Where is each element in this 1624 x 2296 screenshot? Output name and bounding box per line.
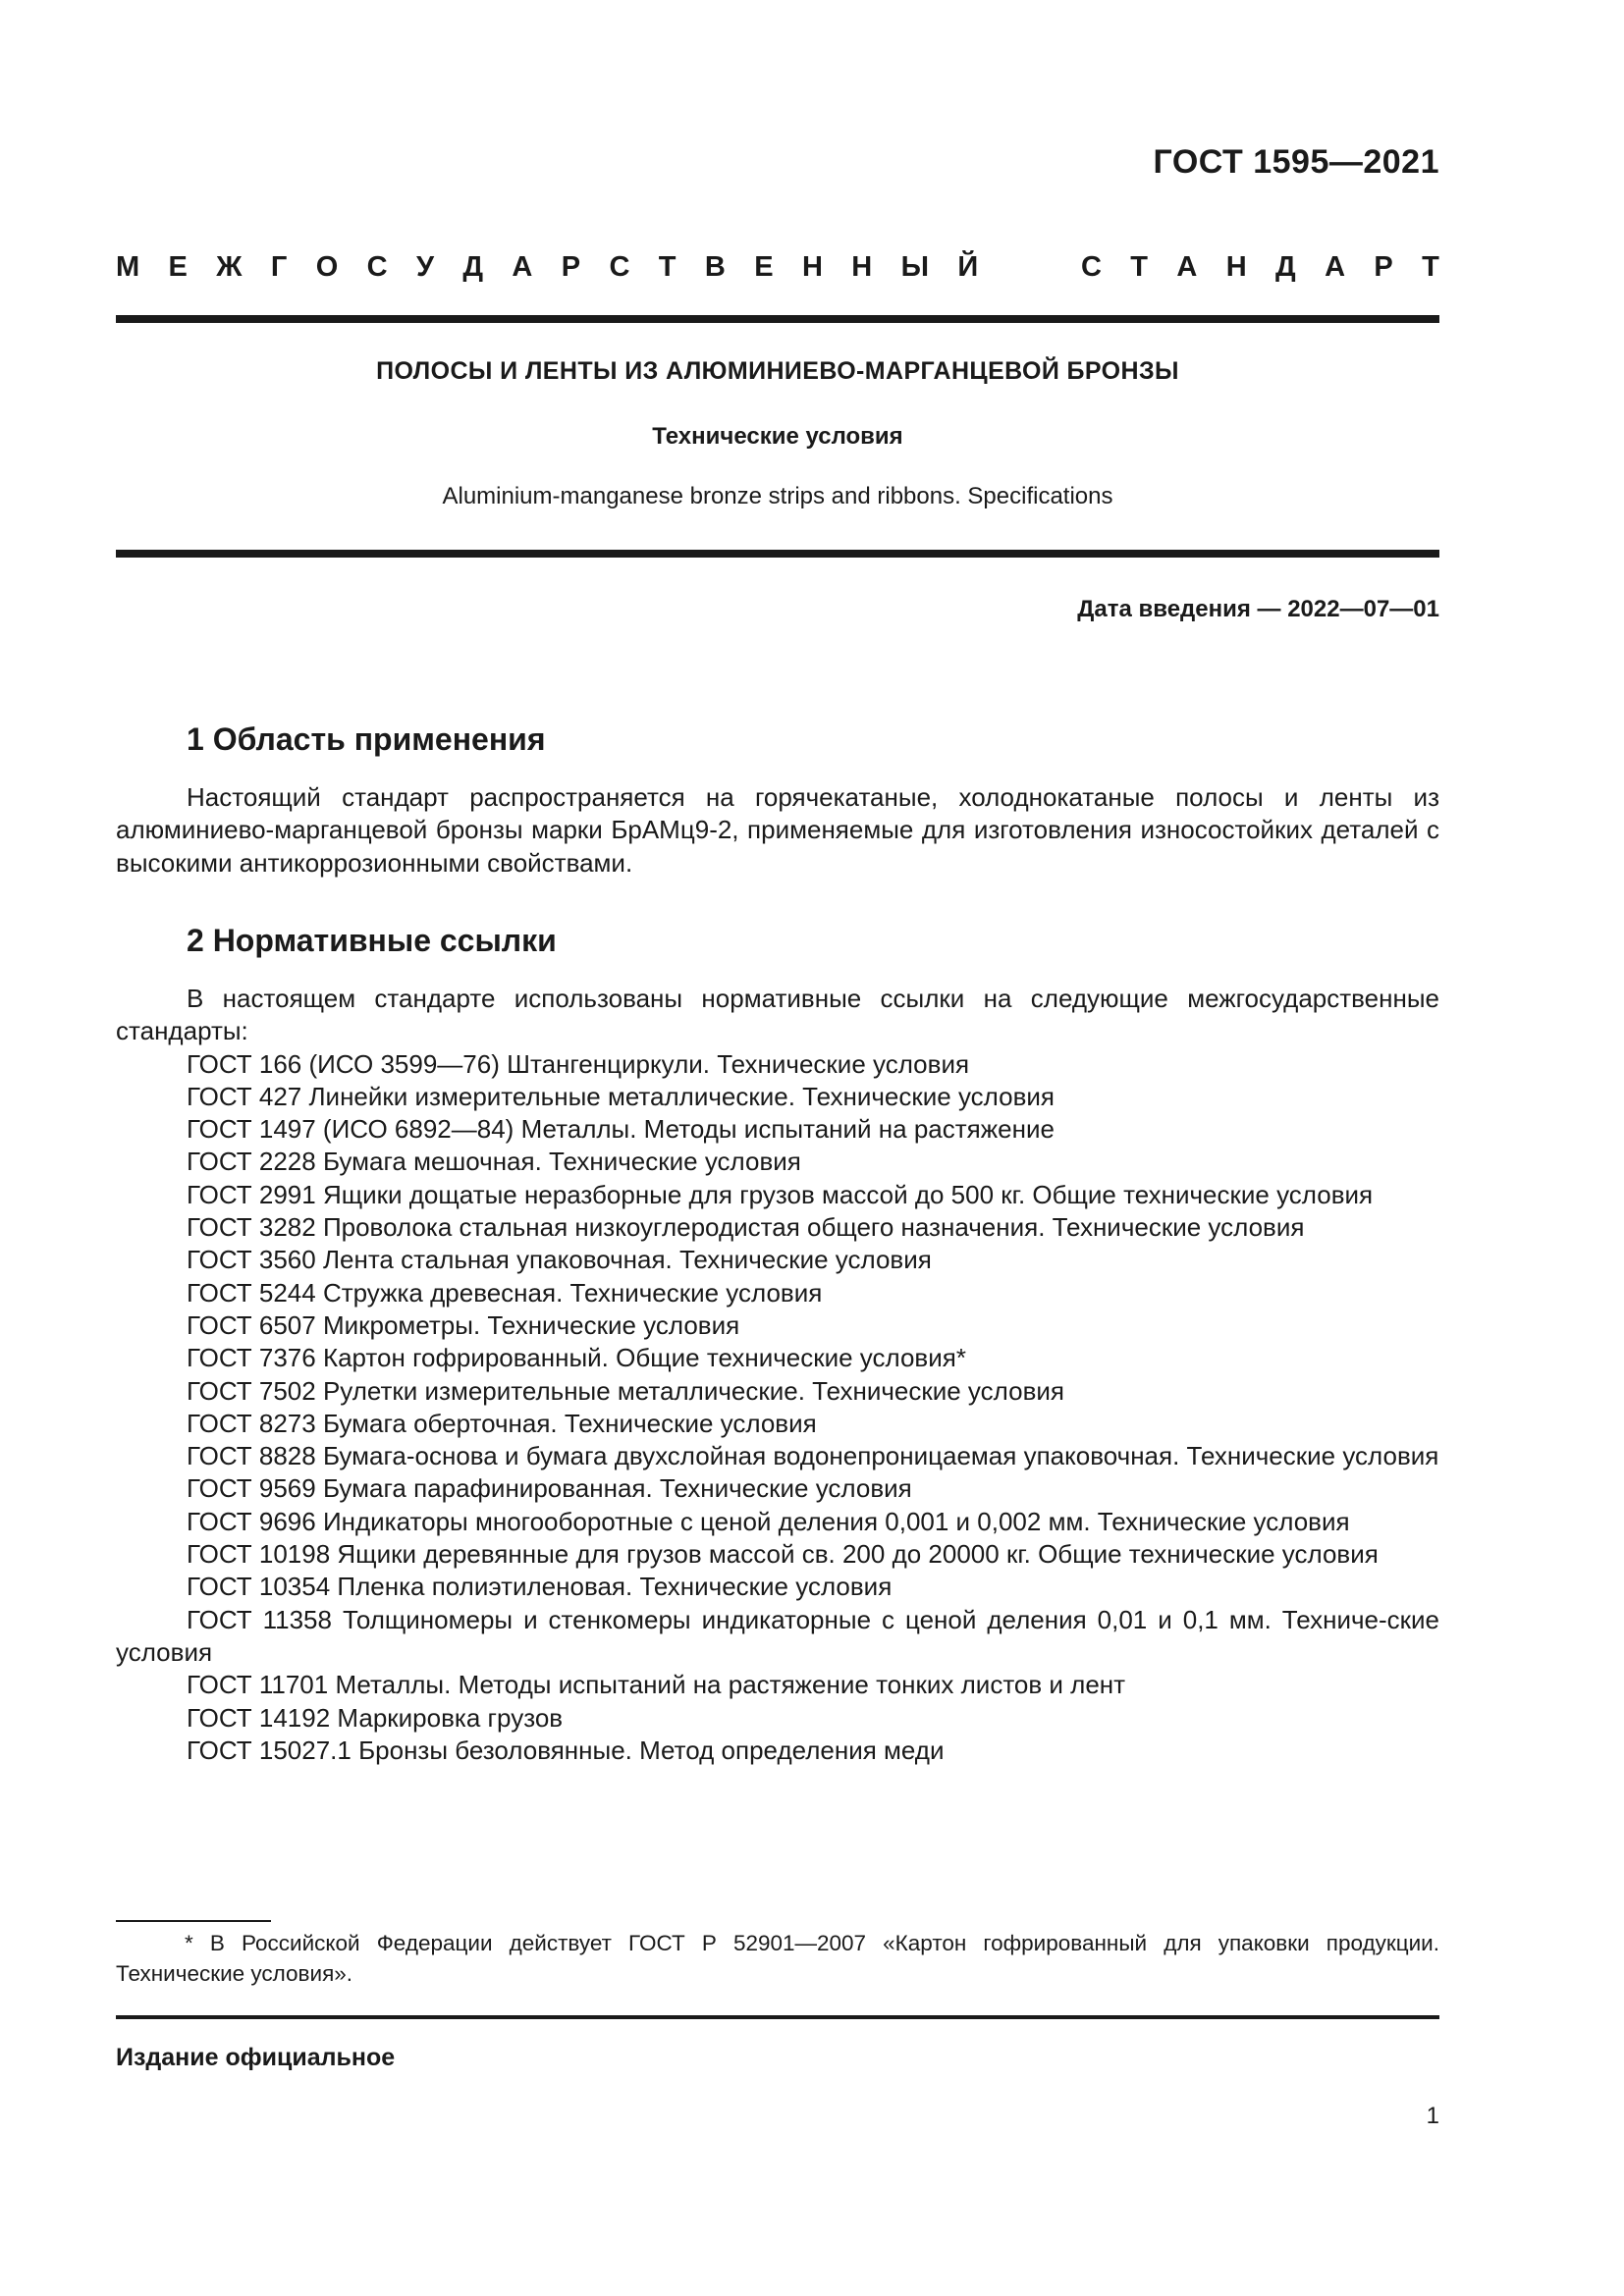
reference-code: ГОСТ 6507 [187,1309,316,1340]
reference-title: Бумага оберточная. Технические условия [322,1408,817,1438]
reference-item [116,1604,1439,1670]
banner-letter: Г [270,251,288,283]
page-number: 1 [1426,2103,1439,2129]
reference-code: ГОСТ 7376 [187,1343,316,1373]
reference-code: ГОСТ 7502 [187,1375,316,1406]
footnote: * В Российской Федерации действует ГОСТ Р 52901—2007 «Картон гофрированный для упаковки продукции. Технические условия». [116,1931,1439,1986]
banner-letter: С [366,251,388,283]
reference-item [116,1342,1439,1374]
banner-letter: О [315,251,339,283]
document-number: ГОСТ 1595—2021 [1153,143,1439,181]
top-rule [116,315,1439,323]
banner-letter: Р [561,251,581,283]
reference-title: Ящики дощатые неразборные для грузов массой до 500 кг. Общие технические условия [322,1179,1374,1209]
bottom-rule [116,2015,1439,2019]
reference-item [116,1113,1439,1146]
reference-code: ГОСТ 8273 [187,1408,316,1438]
banner-letter: А [512,251,533,283]
reference-title: Маркировка грузов [337,1702,564,1733]
banner-letter: С [1080,251,1102,283]
reference-item [116,1179,1439,1211]
reference-title: Стружка древесная. Технические условия [322,1277,823,1308]
reference-item [116,1538,1439,1571]
reference-title: Металлы. Методы испытаний на растяжение [520,1114,1055,1145]
reference-item [116,1211,1439,1244]
reference-title: Ящики деревянные для грузов массой св. 200 до 20000 кг. Общие технические условия [337,1539,1379,1570]
banner-letter: Е [754,251,774,283]
banner-letter: Т [1130,251,1149,283]
reference-title: Бумага парафинированная. Технические условия [322,1473,912,1504]
document-title: ПОЛОСЫ И ЛЕНТЫ ИЗ АЛЮМИНИЕВО-МАРГАНЦЕВОЙ БРОНЗЫ [376,357,1179,385]
banner-letter: Н [1225,251,1247,283]
section-2-heading: 2 Нормативные ссылки [187,923,557,958]
reference-code: ГОСТ 9696 [187,1506,316,1536]
reference-title: Проволока стальная низкоуглеродистая общего назначения. Технические условия [322,1212,1305,1243]
reference-title: Пленка полиэтиленовая. Технические условия [337,1572,893,1602]
reference-code: ГОСТ 2991 [187,1179,316,1209]
reference-item [116,1048,1439,1081]
reference-item [116,1702,1439,1735]
reference-item [116,1244,1439,1276]
reference-title: Толщиномеры и стенкомеры индикаторные с ценой деления 0,01 и 0,1 мм. Техниче-ские условия [116,1604,1440,1667]
reference-item [116,1277,1439,1309]
reference-title: Микрометры. Технические условия [322,1309,740,1340]
reference-code: ГОСТ 15027.1 [187,1735,352,1765]
reference-title: Бронзы безоловянные. Метод определения меди [358,1735,945,1765]
reference-code: ГОСТ 3560 [187,1245,316,1275]
reference-code: ГОСТ 11358 [187,1604,332,1634]
banner-letter: Т [1422,251,1439,283]
english-title: Aluminium-manganese bronze strips and ribbons. Specifications [442,483,1113,509]
reference-title: Металлы. Методы испытаний на растяжение тонких листов и лент [335,1670,1126,1700]
banner-letter: Е [168,251,188,283]
reference-title: Лента стальная упаковочная. Технические условия [322,1245,932,1275]
reference-item [116,1375,1439,1408]
reference-item [116,1506,1439,1538]
reference-item [116,1440,1439,1472]
reference-code: ГОСТ 11701 [187,1670,329,1700]
title-rule [116,550,1439,558]
banner-letter: М [116,251,140,283]
banner-letter: В [704,251,726,283]
banner-letter: Н [851,251,873,283]
reference-code: ГОСТ 2228 [187,1147,316,1177]
introduction-date: Дата введения — 2022—07—01 [1077,596,1439,622]
section-2-intro: В настоящем стандарте использованы нормативные ссылки на следующие межгосударственные стандарты: [116,984,1439,1046]
banner-letter: Н [801,251,823,283]
reference-title: Штангенциркули. Технические условия [507,1048,970,1079]
banner-letter: Й [957,251,979,283]
interstate-standard-banner [116,251,1439,284]
banner-letter: А [1325,251,1346,283]
banner-gap [1007,251,1053,284]
banner-letter: С [609,251,630,283]
reference-title: Линейки измерительные металлические. Технические условия [308,1081,1056,1111]
reference-title: Индикаторы многооборотные с ценой деления 0,001 и 0,002 мм. Технические условия [322,1506,1350,1536]
reference-code: ГОСТ 5244 [187,1277,316,1308]
reference-item [116,1472,1439,1505]
banner-letter: Р [1374,251,1393,283]
reference-item [116,1146,1439,1178]
reference-code: ГОСТ 427 [187,1081,302,1111]
section-1-heading: 1 Область применения [187,721,546,757]
reference-title: Бумага мешочная. Технические условия [322,1147,801,1177]
reference-code: ГОСТ 14192 [187,1702,331,1733]
reference-code: ГОСТ 1497 (ИСО 6892—84) [187,1114,514,1145]
banner-letter: Д [462,251,484,283]
reference-title: Рулетки измерительные металлические. Технические условия [322,1375,1064,1406]
section-1-paragraph: Настоящий стандарт распространяется на горячекатаные, холоднокатаные полосы и ленты из алюминиево-марганцевой бронзы марки БрАМц9-2, применяемые для изготовления износостойких деталей с высокими антикоррозионными свойствами. [116,782,1439,878]
reference-code: ГОСТ 3282 [187,1212,316,1243]
reference-item [116,1309,1439,1342]
banner-letter: А [1176,251,1198,283]
reference-code: ГОСТ 10198 [187,1539,331,1570]
footnote-rule [116,1920,271,1922]
reference-code: ГОСТ 166 (ИСО 3599—76) [187,1048,500,1079]
reference-item [116,1571,1439,1603]
banner-letter: Ы [900,251,929,283]
reference-code: ГОСТ 8828 [187,1441,316,1471]
reference-title: Картон гофрированный. Общие технические условия* [322,1343,966,1373]
reference-item [116,1669,1439,1701]
banner-letter: Т [658,251,677,283]
section-2-body [116,983,1439,1767]
reference-item [116,1081,1439,1113]
reference-code: ГОСТ 10354 [187,1572,331,1602]
normative-references-list [116,1048,1439,1768]
banner-letter: Ж [216,251,243,283]
official-edition-label: Издание официальное [116,2044,396,2071]
reference-code: ГОСТ 9569 [187,1473,316,1504]
document-subtitle: Технические условия [652,423,903,450]
banner-letter: У [415,251,434,283]
reference-title: Бумага-основа и бумага двухслойная водонепроницаемая упаковочная. Технические условия [322,1441,1439,1471]
banner-letter: Д [1275,251,1296,283]
section-1-body [116,781,1439,880]
reference-item [116,1735,1439,1767]
reference-item [116,1408,1439,1440]
